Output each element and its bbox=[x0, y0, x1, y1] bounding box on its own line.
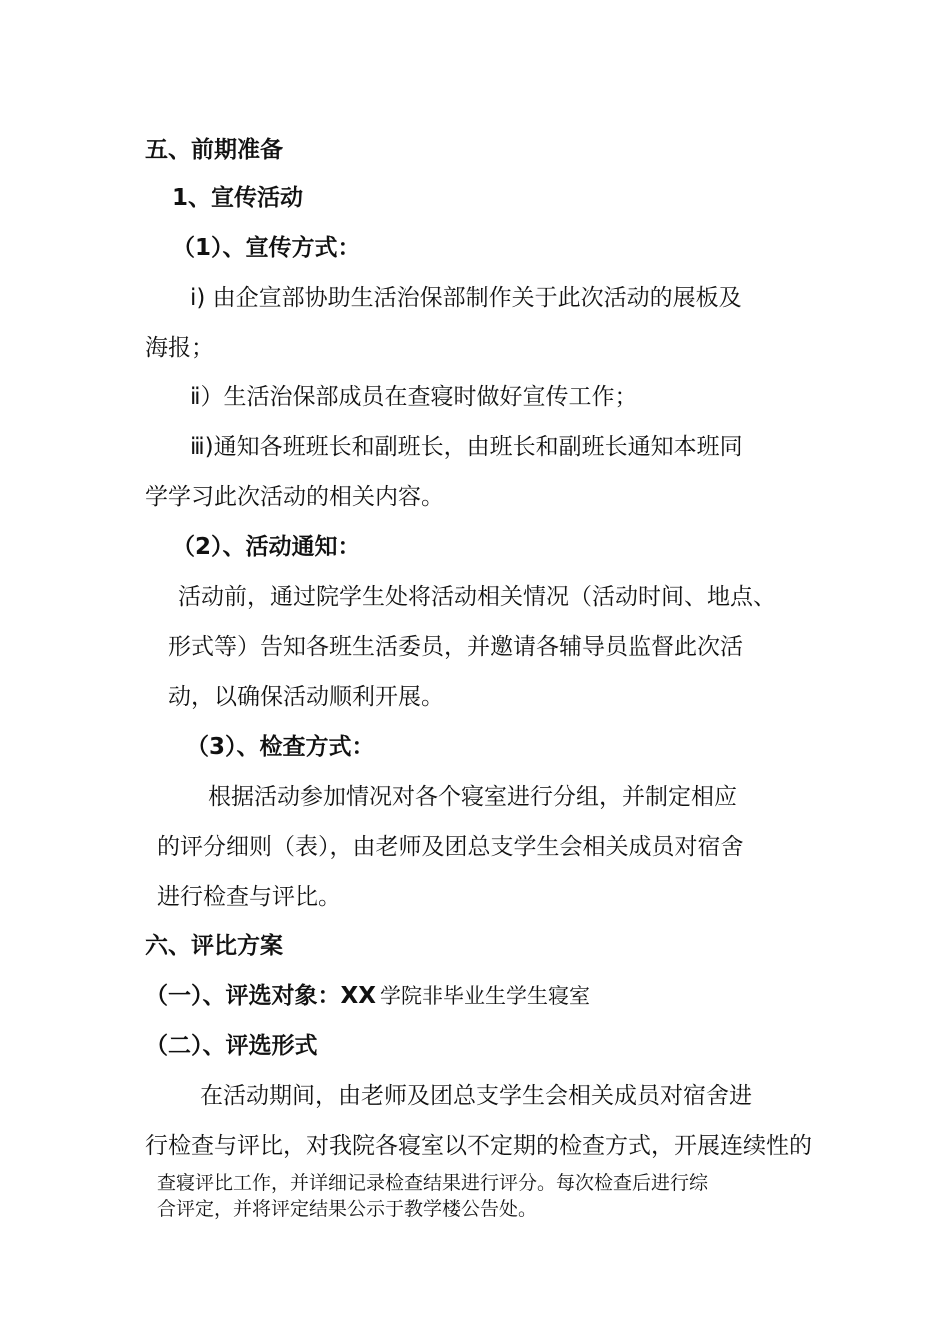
item-1-ii-line: ⅱ）生活治保部成员在查寝时做好宣传工作； bbox=[190, 384, 638, 410]
item-1-i-line-1: ⅰ) 由企宣部协助生活治保部制作关于此次活动的展板及 bbox=[190, 285, 742, 311]
item-1-i-line-2: 海报； bbox=[145, 335, 214, 361]
section-6-heading: 六、评比方案 bbox=[145, 933, 283, 959]
item-2-line-1: 活动前，通过院学生处将活动相关情况（活动时间、地点、 bbox=[178, 584, 776, 610]
item-1-iii-line-2: 学学习此次活动的相关内容。 bbox=[145, 484, 444, 510]
item-3-line-2: 的评分细则（表），由老师及团总支学生会相关成员对宿舍 bbox=[157, 834, 744, 860]
evaluation-target-label: （一）、评选对象： bbox=[145, 983, 341, 1009]
item-2-line-3: 动，以确保活动顺利开展。 bbox=[168, 684, 444, 710]
section-5-heading: 五、前期准备 bbox=[145, 137, 283, 163]
evaluation-target-line bbox=[145, 980, 590, 1012]
item-2-label: （2）、活动通知： bbox=[172, 534, 361, 560]
item-2-line-2: 形式等）告知各班生活委员，并邀请各辅导员监督此次活 bbox=[168, 634, 743, 660]
evaluation-form-line-4: 合评定，并将评定结果公示于教学楼公告处。 bbox=[157, 1198, 538, 1220]
subsection-1-heading: 1、宣传活动 bbox=[172, 185, 304, 211]
evaluation-form-line-2: 行检查与评比，对我院各寝室以不定期的检查方式，开展连续性的 bbox=[145, 1133, 812, 1159]
item-3-line-1: 根据活动参加情况对各个寝室进行分组，并制定相应 bbox=[208, 784, 737, 810]
item-1-iii-line-1: ⅲ)通知各班班长和副班长，由班长和副班长通知本班同 bbox=[190, 434, 743, 460]
evaluation-form-label: （二）、评选形式 bbox=[145, 1033, 318, 1059]
evaluation-form-line-1: 在活动期间，由老师及团总支学生会相关成员对宿舍进 bbox=[200, 1083, 752, 1109]
item-3-line-3: 进行检查与评比。 bbox=[157, 884, 341, 910]
item-3-label: （3）、检查方式： bbox=[186, 734, 375, 760]
evaluation-target-value: 学院非毕业生学生寝室 bbox=[379, 984, 590, 1008]
evaluation-form-line-3: 查寝评比工作，并详细记录检查结果进行评分。每次检查后进行综 bbox=[157, 1172, 709, 1194]
item-1-label: （1）、宣传方式： bbox=[172, 235, 361, 261]
evaluation-target-placeholder: XX bbox=[340, 983, 376, 1009]
